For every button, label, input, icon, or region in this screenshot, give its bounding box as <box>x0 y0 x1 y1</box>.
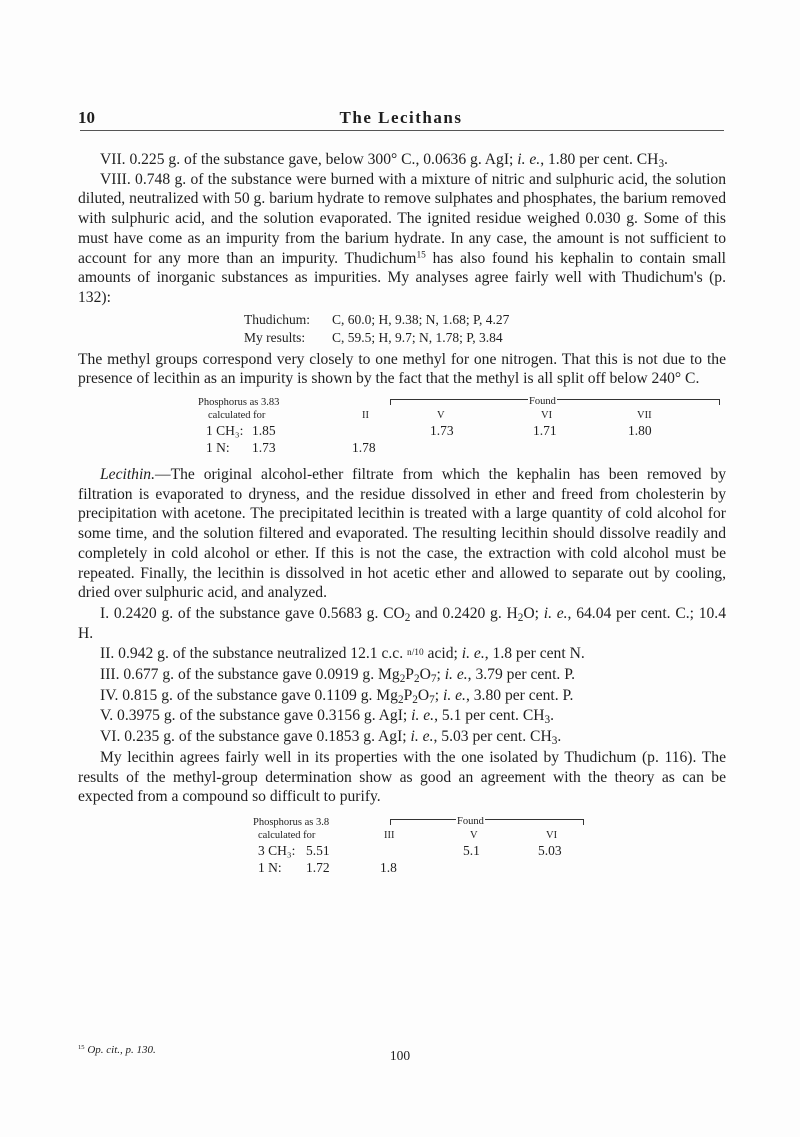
paragraph-vii: VII. 0.225 g. of the substance gave, below 300° C., 0.0636 g. AgI; i. e., 1.80 per cent. $CH_3$. <box>100 151 668 170</box>
footnote: $^{15}$ Op. cit., p. 130. <box>78 1044 156 1056</box>
analysis-i: I. 0.2420 g. of the substance gave 0.5683 g. $CO_2$ and 0.2420 g. $H_2O$; i. e., 64.04 per cent. C.; 10.4 H. <box>78 604 726 642</box>
table-methyl-nitrogen-2: Phosphorus as 3.8 calculated for Found III V VI 3 CH₃: 5.51 5.1 5.03 1 N: 1.72 1.8 <box>78 813 726 879</box>
analysis-iv: IV. 0.815 g. of the substance gave 0.1109 g. $Mg_2P_2O_7$; i. e., 3.80 per cent. P. <box>100 686 574 706</box>
footnote-ref: 15 <box>416 249 426 260</box>
header-rule <box>80 130 724 131</box>
table-methyl-nitrogen-1: Phosphorus as 3.83 calculated for Found II V VI VII 1 CH₃: 1.85 1.73 1.71 1.80 1 N: 1.73 1.78 <box>78 393 726 459</box>
paragraph-closing: My lecithin agrees fairly well in its properties with the one isolated by Thudichum (p. 116). The results of the methyl-group determination show as good an agreement with the theory as can be expected from a compound so difficult to purify. <box>78 748 726 806</box>
page-number: 10 <box>78 108 95 127</box>
paragraph-methyl: The methyl groups correspond very closely to one methyl for one nitrogen. That this is not due to the presence of lecithin as an impurity is shown by the fact that the methyl is all split off below 240° C. <box>78 350 726 388</box>
analysis-iii: III. 0.677 g. of the substance gave 0.0919 g. $Mg_2P_2O_7$; i. e., 3.79 per cent. P. <box>100 666 576 685</box>
analysis-ii: II. 0.942 g. of the substance neutralized 12.1 c.c. n/10 acid; i. e., 1.8 per cent N. <box>100 645 585 663</box>
comparison-block: Thudichum: C, 60.0; H, 9.38; N, 1.68; P, 4.27 My results: C, 59.5; H, 9.7; N, 1.78; P, 3.84 <box>244 311 510 345</box>
running-header <box>78 108 724 132</box>
analysis-v: V. 0.3975 g. of the substance gave 0.3156 g. AgI; i. e., 5.1 per cent. $CH_3$. <box>100 707 555 727</box>
section-heading: Lecithin. <box>100 466 156 484</box>
paragraph-lecithin: Lecithin.—The original alcohol-ether filtrate from which the kephalin has been removed by filtration is evaporated to dryness, and the residue dissolved in ether and freed from cholesterin by precipitation with acetone. The precipitated lecithin is treated with a large quantity of cold alcohol for some time, and the solution filtered and evaporated. The resulting lecithin should dissolve readily and completely in cold alcohol or ether. If this is not the case, the extraction with cold alcohol must be repeated. Finally, the lecithin is dissolved in hot acetic ether and allowed to separate out by cooling, dried over sulphuric acid, and analyzed. <box>78 466 726 602</box>
analysis-vi: VI. 0.235 g. of the substance gave 0.1853 g. AgI; i. e., 5.03 per cent. $CH_3$. <box>100 728 562 747</box>
paragraph-viii: VIII. 0.748 g. of the substance were burned with a mixture of nitric and sulphuric acid, the solution diluted, neutralized with 50 g. barium hydrate to remove sulphates and phosphates, the barium removed with sulphuric acid, and the solution evaporated. The ignited residue weighed 0.030 g. Some of this must have come as an impurity from the barium hydrate. In any case, the amount is not sufficient to account for any more than an impurity. Thudichum$^{15}$ has also found his kephalin to contain small amounts of inorganic substances as impurities. My analyses agree fairly well with Thudichum's (p. 132): <box>78 170 726 306</box>
folio-number: 100 <box>389 1048 411 1063</box>
page-body <box>78 150 726 885</box>
running-title: The Lecithans <box>339 108 463 127</box>
